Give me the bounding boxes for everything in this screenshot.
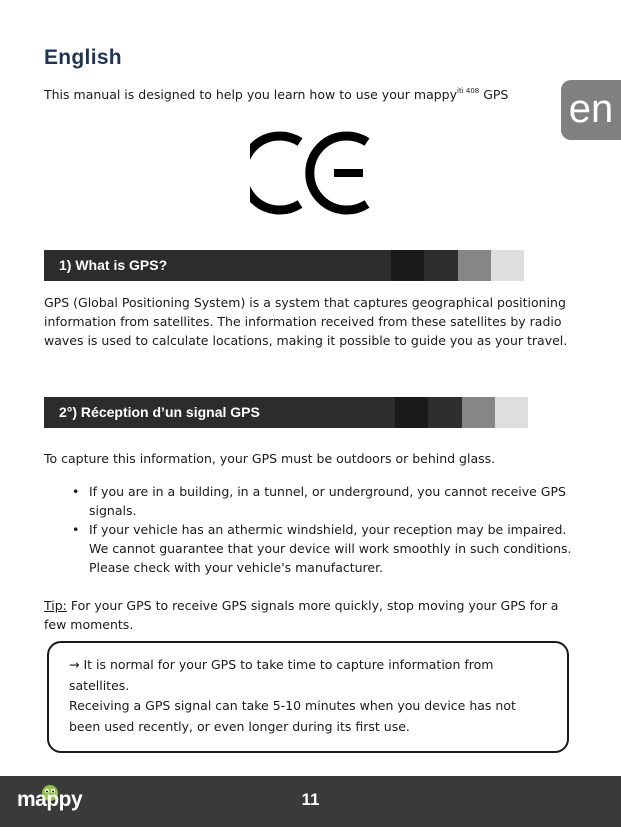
note-line-2: Receiving a GPS signal can take 5-10 minutes when you device has not been used recently, or even longer during its first use. bbox=[69, 698, 516, 734]
note-line-1 bbox=[69, 655, 549, 696]
section2-intro: To capture this information, your GPS must be outdoors or behind glass. bbox=[44, 451, 496, 466]
gps-bullet-list bbox=[72, 482, 582, 577]
bar-square-3 bbox=[462, 397, 495, 428]
bar-square-2 bbox=[428, 397, 462, 428]
tip-label: Tip: bbox=[44, 598, 67, 613]
section2-header-bar bbox=[44, 397, 528, 428]
list-item bbox=[72, 520, 582, 577]
bar-square-4 bbox=[495, 397, 528, 428]
tip-paragraph bbox=[44, 596, 579, 634]
note-box bbox=[47, 641, 569, 753]
arrow-icon: → bbox=[69, 657, 80, 672]
intro-model-superscript: iti 408 bbox=[457, 87, 480, 95]
intro-main: This manual is designed to help you learn how to use your mappy bbox=[44, 87, 457, 102]
logo-text: mappy bbox=[17, 788, 83, 811]
bar-square-3 bbox=[458, 250, 491, 281]
section1-header-bar bbox=[44, 250, 524, 281]
bar-square-4 bbox=[491, 250, 524, 281]
tip-text: For your GPS to receive GPS signals more quickly, stop moving your GPS for a few moments. bbox=[44, 598, 559, 632]
section1-heading: 1) What is GPS? bbox=[44, 250, 391, 281]
section1-body: GPS (Global Positioning System) is a system that captures geographical positioning information from satellites. The information received from these satellites by radio waves is used to calculate locations, making it possible to guide you as your travel. bbox=[44, 295, 568, 348]
bullet-text: If you are in a building, in a tunnel, or underground, you cannot receive GPS signals. bbox=[89, 484, 566, 518]
intro-text bbox=[44, 87, 508, 102]
bullet-text: If your vehicle has an athermic windshield, your reception may be impaired. We cannot guarantee that your device will work smoothly in such conditions. Please check with your vehicle's manufacturer. bbox=[89, 522, 572, 575]
intro-suffix: GPS bbox=[479, 87, 509, 102]
page-title: English bbox=[44, 46, 122, 69]
list-item bbox=[72, 482, 582, 520]
section2-heading: 2°) Réception d’un signal GPS bbox=[44, 397, 395, 428]
bullet-icon: • bbox=[72, 484, 80, 499]
bar-square-2 bbox=[424, 250, 458, 281]
bar-square-1 bbox=[395, 397, 428, 428]
language-tab: en bbox=[561, 80, 621, 140]
ce-mark-icon bbox=[250, 128, 375, 218]
page-number: 11 bbox=[301, 790, 320, 809]
note-text-1: It is normal for your GPS to take time to capture information from satellites. bbox=[69, 657, 494, 693]
bar-square-1 bbox=[391, 250, 424, 281]
footer-bar bbox=[0, 776, 621, 827]
bullet-icon: • bbox=[72, 522, 80, 537]
